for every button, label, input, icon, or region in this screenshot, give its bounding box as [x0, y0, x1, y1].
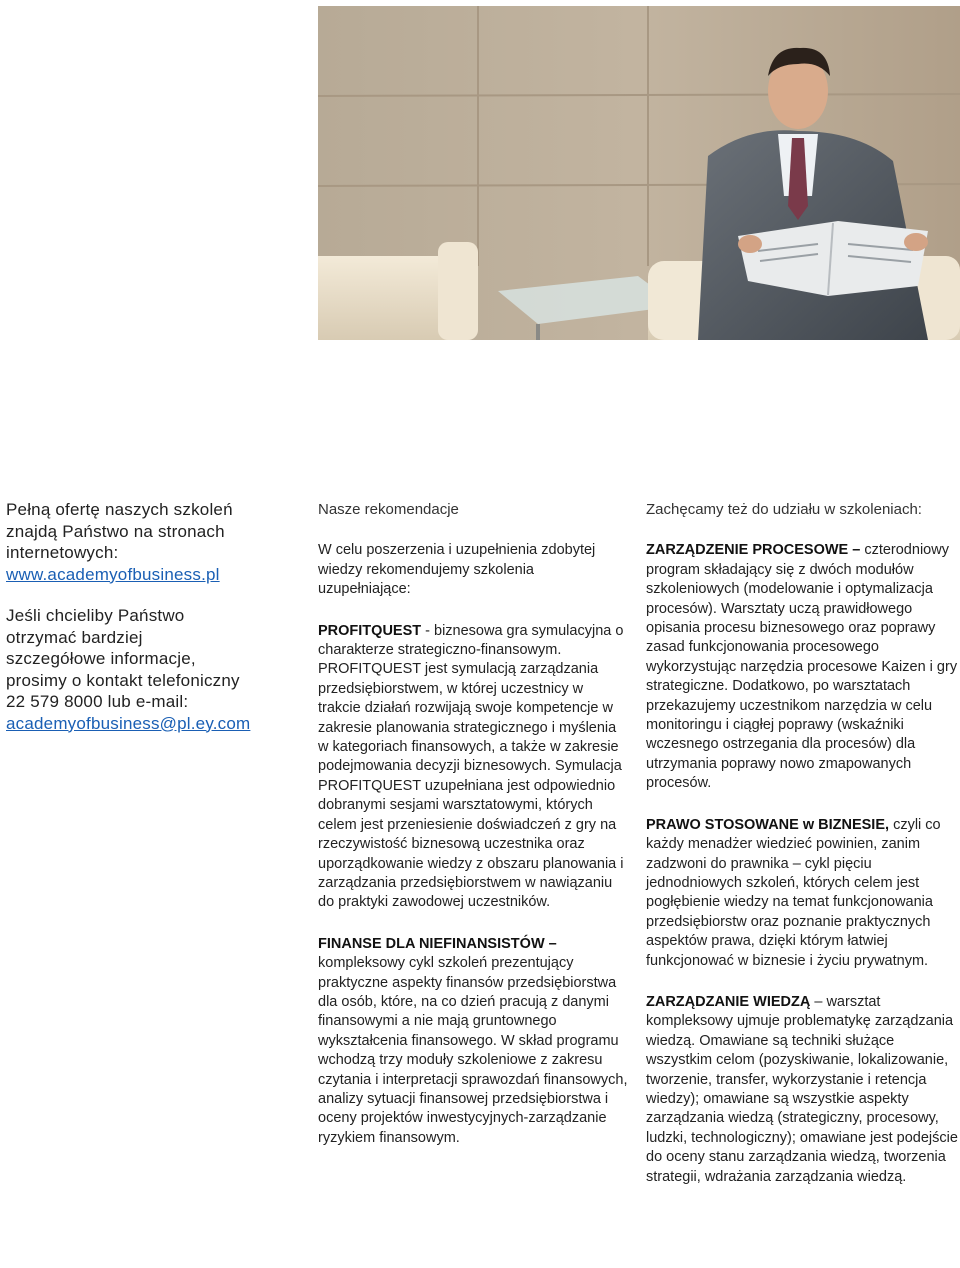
wiedza-body: – warsztat kompleksowy ujmuje problematykę zarządzania wiedzą. Omawiane są techniki służące wszystkim celom (pozyskiwanie, lokalizowanie, tworzenie, transfer, wykorzystanie i retencja wiedzy); omawiane są wszystkie aspekty zarządzania wiedzą (strategiczny, procesowy, ludzki, technologiczny); omawiane jest podejście do oceny stanu zarządzania wiedzą, tworzenia strategii, wdrażania zarządzania wiedzą.: [646, 993, 958, 1185]
finanse-body: kompleksowy cykl szkoleń prezentujący praktyczne aspekty finansów przedsiębiorstwa dla osób, które, na co dzień pracują z danymi finansowymi a nie mają gruntownego wykształcenia finansowego. W skład programu wchodzą trzy moduły szkoleniowe z zakresu czytania i interpretacji sprawozdań finansowych, analizy sytuacji finansowej przedsiębiorstwa i oceny projektów inwestycyjnych-zarządzanie ryzykiem finansowym.: [318, 955, 628, 1146]
procesowe-body: czterodniowy program składający się z dwóch modułów szkoleniowych (modelowanie i optymalizacja procesów). Warsztaty uczą prawidłowego opisania procesu biznesowego oraz poprawy zasad funkcjonowania procesowego wykorzystując narzędzia procesowe Kaizen i gry strategiczne. Dodatkowo, po warsztatach przekazujemy uczestnikom narzędzia w celu monitoringu i ciągłej poprawy (wskaźniki wczesnego ostrzegania dla procesów) dla utrzymania poprawy nowo zmapowanych procesów.: [646, 542, 958, 792]
hero-photo: [318, 6, 960, 340]
recommendations-column: [318, 500, 628, 1148]
finanse-paragraph: [318, 935, 628, 1148]
contact-column: [6, 499, 296, 734]
procesowe-title: ZARZĄDZENIE PROCESOWE –: [646, 542, 861, 559]
finanse-title: FINANSE DLA NIEFINANSISTÓW –: [318, 935, 557, 952]
offer-line-2: znajdą Państwo na stronach: [6, 521, 225, 541]
profitquest-title: PROFITQUEST: [318, 622, 422, 639]
website-link[interactable]: www.academyofbusiness.pl: [6, 564, 220, 584]
recommendations-heading: Nasze rekomendacje: [318, 501, 459, 518]
profitquest-body: - biznesowa gra symulacyjna o charakterze strategiczno-finansowym. PROFITQUEST jest symulacją zarządzania przedsiębiorstwem, w której uczestnicy w trakcie działań rozwijają swoje kompetencje w zakresie planowania strategicznego i myślenia w kategoriach finansowych, a także w zakresie podejmowania decyzji biznesowych. Symulacja PROFITQUEST uzupełniana jest odpowiednio dobranymi sesjami warsztatowymi, których celem jest przeniesienie doświadczeń z gry na rzeczywistość biznesową uczestnika oraz uporządkowanie wiedzy z obszaru planowania i zarządzania przedsiębiorstwem w nawiązaniu do praktyki zawodowej uczestników.: [318, 622, 624, 911]
offer-line-3: internetowych:: [6, 543, 119, 562]
contact-line-1: Jeśli chcieliby Państwo: [6, 606, 185, 625]
email-link[interactable]: academyofbusiness@pl.ey.com: [6, 713, 251, 733]
trainings-heading: Zachęcamy też do udziału w szkoleniach:: [646, 501, 922, 518]
prawo-paragraph: [646, 816, 958, 971]
recommendations-intro: W celu poszerzenia i uzupełnienia zdobytej wiedzy rekomendujemy szkolenia uzupełniające:: [318, 542, 596, 598]
contact-line-3: szczegółowe informacje,: [6, 649, 196, 668]
contact-line-5: 22 579 8000 lub e-mail:: [6, 692, 189, 711]
profitquest-paragraph: [318, 622, 628, 913]
prawo-title: PRAWO STOSOWANE w BIZNESIE,: [646, 816, 890, 833]
prawo-body: czyli co każdy menadżer wiedzieć powinien, zanim zadzwoni do prawnika – cykl pięciu jednodniowych szkoleń, których celem jest pogłębienie wiedzy na temat funkcjonowania przedsiębiorstw oraz poznanie praktycznych aspektów prawa, dzięki którym łatwiej funkcjonować w biznesie i życiu prywatnym.: [646, 816, 941, 969]
offer-line-1: Pełną ofertę naszych szkoleń: [6, 500, 233, 519]
trainings-column: [646, 500, 958, 1187]
contact-line-2: otrzymać bardziej: [6, 627, 143, 647]
contact-line-4: prosimy o kontakt telefoniczny: [6, 670, 240, 690]
wiedza-title: ZARZĄDZANIE WIEDZĄ: [646, 993, 811, 1010]
wiedza-paragraph: [646, 993, 958, 1187]
procesowe-paragraph: [646, 541, 958, 793]
